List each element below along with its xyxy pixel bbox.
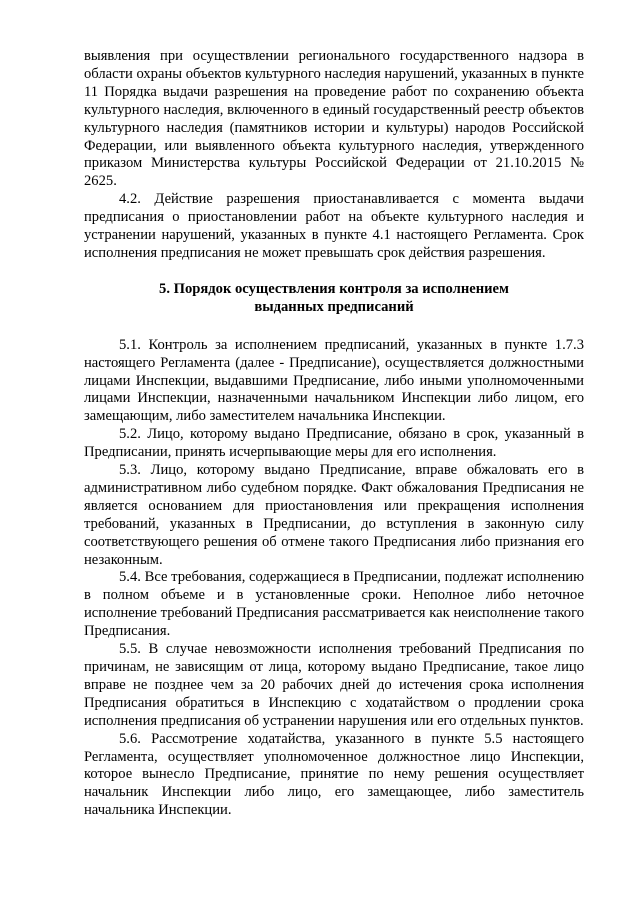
paragraph-5-2: 5.2. Лицо, которому выдано Предписание, обязано в срок, указанный в Предписании, принять исчерпывающие меры для его исполнения. [84, 426, 584, 461]
paragraph-5-4: 5.4. Все требования, содержащиеся в Предписании, подлежат исполнению в полном объеме и в установленные сроки. Неполное либо неточное исполнение требований Предписания рассматривается как неисполнение такого Предписания. [84, 569, 584, 640]
paragraph-4-2: 4.2. Действие разрешения приостанавливается с момента выдачи предписания о приостановлении работ на объекте культурного наследия и устранении нарушений, указанных в пункте 4.1 настоящего Регламента. Срок исполнения предписания не может превышать срок действия разрешения. [84, 191, 584, 261]
paragraph-5-3: 5.3. Лицо, которому выдано Предписание, вправе обжаловать его в административном либо судебном порядке. Факт обжалования Предписания не является основанием для приостановления или прекращения исполнения требований, указанных в Предписании, до вступления в законную силу соответствующего решения об отмене такого Предписания либо признания его незаконным. [84, 462, 584, 568]
document-body [84, 48, 584, 820]
paragraph-5-5: 5.5. В случае невозможности исполнения требований Предписания по причинам, не зависящим от лица, которому выдано Предписание, такое лицо вправе не позднее чем за 20 рабочих дней до истечения срока исполнения Предписания обратиться в Инспекцию с ходатайством о продлении срока исполнения предписания об устранении нарушения или его отдельных пунктов. [84, 641, 584, 729]
paragraph-5-1: 5.1. Контроль за исполнением предписаний, указанных в пункте 1.7.3 настоящего Регламента (далее - Предписание), осуществляется должностными лицами Инспекции, выдавшими Предписание, либо иными уполномоченными лицами Инспекции, назначенными начальником Инспекции либо лицом, его замещающим, либо заместителем начальника Инспекции. [84, 336, 584, 425]
paragraph-5-6: 5.6. Рассмотрение ходатайства, указанного в пункте 5.5 настоящего Регламента, осуществляет уполномоченное должностное лицо Инспекции, которое вынесло Предписание, принятие по нему решения осуществляет начальник Инспекции либо лицо, его замещающее, либо заместитель начальника Инспекции. [84, 730, 584, 819]
paragraph-4-1-continuation: выявления при осуществлении регионального государственного надзора в области охраны объектов культурного наследия нарушений, указанных в пункте 11 Порядка выдачи разрешения на проведение работ по сохранению объекта культурного наследия, включенного в единый государственный реестр объектов культурного наследия (памятников истории и культуры) народов Российской Федерации, или выявленного объекта культурного наследия, утвержденного приказом Министерства культуры Российской Федерации от 21.10.2015 № 2625. [84, 48, 584, 190]
section-5-heading: 5. Порядок осуществления контроля за исполнением выданных предписаний [159, 280, 509, 315]
